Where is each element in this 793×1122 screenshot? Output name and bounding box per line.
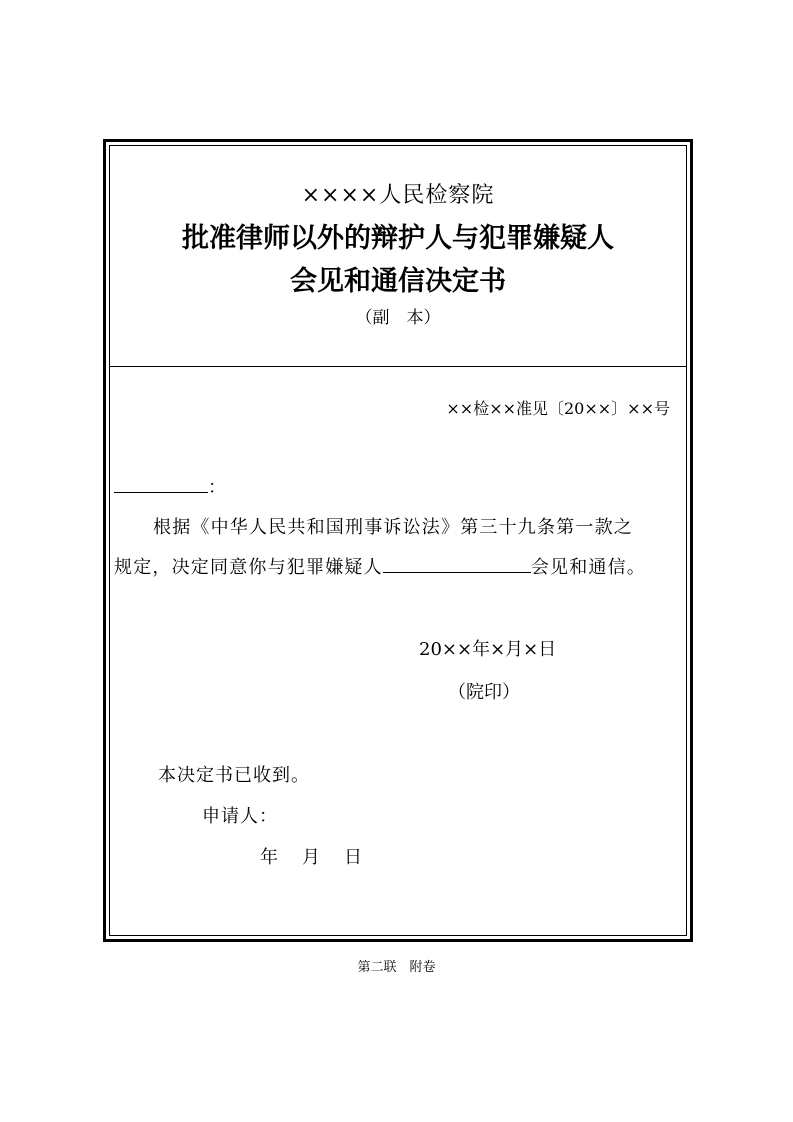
document-title-line2: 会见和通信决定书 bbox=[290, 266, 506, 297]
document-number: ××检××准见〔20××〕××号 bbox=[446, 399, 670, 418]
procuratorate-name: ××××人民检察院 bbox=[301, 183, 495, 208]
body-line-2-suffix: 会见和通信。 bbox=[530, 557, 647, 578]
addressee-blank[interactable] bbox=[114, 492, 208, 493]
suspect-name-blank[interactable] bbox=[383, 572, 531, 573]
decision-date: 20××年×月×日 bbox=[419, 639, 557, 660]
receipt-month: 月 bbox=[302, 847, 320, 868]
body-line-2 bbox=[114, 553, 646, 579]
addressee-colon: ： bbox=[208, 477, 226, 498]
document-frame bbox=[103, 139, 693, 942]
copy-label: （副 本） bbox=[355, 308, 441, 328]
receipt-statement: 本决定书已收到。 bbox=[158, 765, 310, 786]
receipt-year: 年 bbox=[260, 847, 278, 868]
addressee-line bbox=[114, 473, 226, 499]
receipt-day: 日 bbox=[344, 847, 362, 868]
document-inner-frame bbox=[109, 145, 687, 936]
page-footer: 第二联 附卷 bbox=[357, 960, 436, 975]
document-header bbox=[110, 146, 686, 367]
body-line-1: 根据《中华人民共和国刑事诉讼法》第三十九条第一款之 bbox=[153, 517, 633, 538]
receipt-date bbox=[260, 843, 362, 869]
body-line-2-prefix: 规定，决定同意你与犯罪嫌疑人 bbox=[114, 557, 383, 578]
applicant-label: 申请人： bbox=[202, 806, 278, 827]
procuratorate-seal: （院印） bbox=[448, 682, 520, 703]
document-title-line1: 批准律师以外的辩护人与犯罪嫌疑人 bbox=[182, 223, 614, 254]
